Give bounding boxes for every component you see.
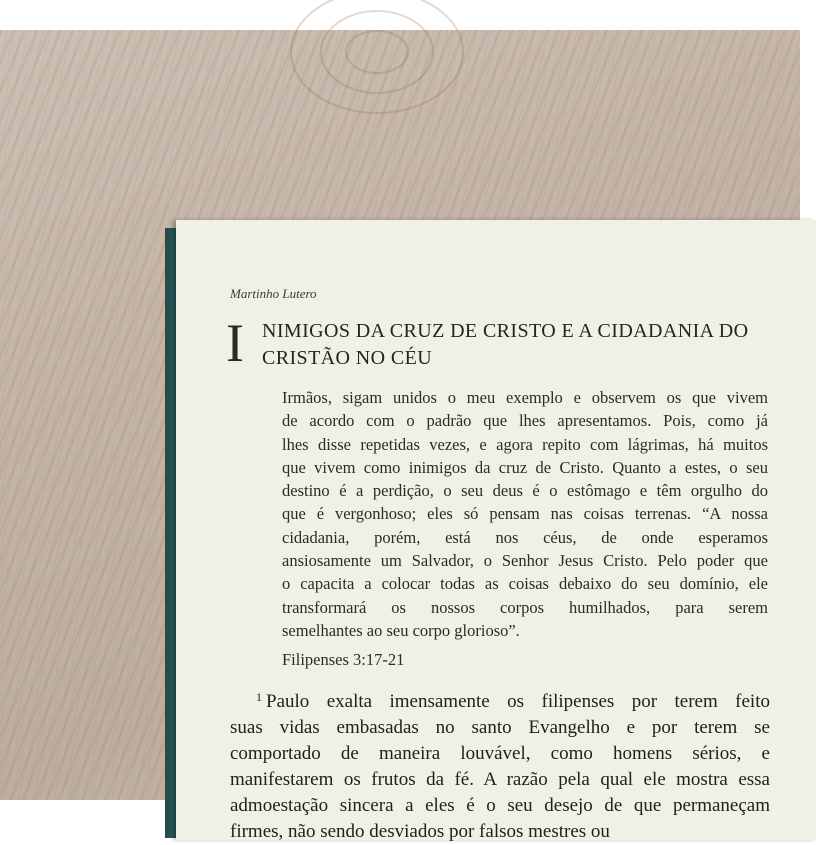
chapter-title [262, 318, 802, 372]
quote-line: destino é a perdição, o seu deus é o estômago e têm orgulho do [282, 481, 768, 501]
quote-line: ansiosamente um Salvador, o Senhor Jesus Cristo. Pelo poder que [282, 551, 768, 571]
body-line: comportado de maneira louvável, como homens sérios, e [230, 743, 770, 764]
body-line [230, 684, 770, 715]
footnote-marker: 1 [256, 690, 262, 704]
chapter-title-line: CRISTÃO NO CÉU [262, 347, 433, 369]
quote-line: de acordo com o padrão que lhes apresentamos. Pois, como já [282, 411, 768, 431]
body-text [230, 684, 770, 845]
quote-line: semelhantes ao seu corpo glorioso”. [282, 620, 520, 640]
body-line: admoestação sincera a eles é o seu desejo de que permaneçam [230, 795, 770, 816]
book-page [176, 220, 816, 840]
quote-line: lhes disse repetidas vezes, e agora repito com lágrimas, há muitos [282, 434, 768, 454]
drop-cap: I [226, 313, 244, 373]
body-line: suas vidas embasadas no santo Evangelho e por terem se [230, 717, 770, 738]
scripture-quote [282, 386, 768, 642]
body-line: manifestarem os frutos da fé. A razão pela qual ele mostra essa [230, 769, 770, 790]
body-line-text: Paulo exalta imensamente os filipenses por terem feito [266, 691, 770, 712]
wood-grain-knot [345, 30, 409, 74]
quote-line: Irmãos, sigam unidos o meu exemplo e observem os que vivem [282, 388, 768, 407]
quote-line: o capacita a colocar todas as coisas debaixo do seu domínio, ele [282, 574, 768, 594]
scripture-reference: Filipenses 3:17-21 [282, 650, 405, 669]
running-head: Martinho Lutero [230, 286, 317, 301]
quote-line: transformará os nossos corpos humilhados, para serem [282, 597, 768, 617]
quote-line: que vivem como inimigos da cruz de Cristo. Quanto a estes, o seu [282, 457, 768, 477]
quote-line: cidadania, porém, está nos céus, de onde esperamos [282, 527, 768, 547]
chapter-title-line: NIMIGOS DA CRUZ DE CRISTO E A CIDADANIA DO [262, 320, 749, 342]
quote-line: que é vergonhoso; eles só pensam nas coisas terrenas. “A nossa [282, 504, 768, 524]
photo-background [0, 30, 800, 842]
body-line: firmes, não sendo desviados por falsos mestres ou [230, 821, 610, 842]
